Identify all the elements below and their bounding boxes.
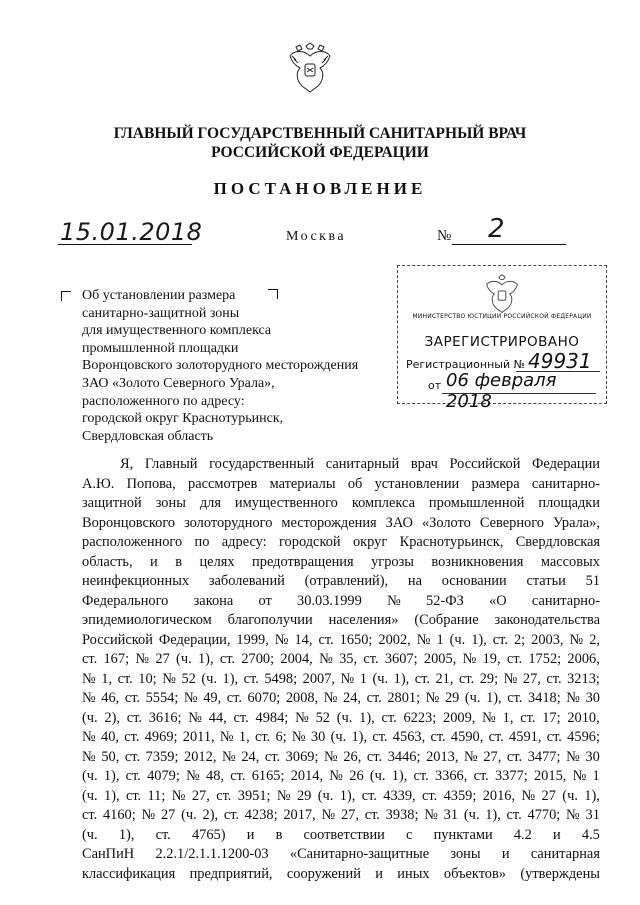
stamp-number-label: Регистрационный №: [406, 358, 526, 371]
body-line: эпидемиологическом благополучии населения» (Собрание законодательства: [82, 612, 600, 628]
document-date: 15.01.2018: [60, 218, 203, 246]
stamp-emblem-icon: [482, 274, 522, 314]
body-line: расположенного по адресу: городской округ Краснотурьинск, Свердловская: [82, 534, 600, 550]
body-line: № 50, ст. 7359; 2012, № 24, ст. 3069; № 26, ст. 3446; 2013, № 27, ст. 3477; № 30: [82, 748, 600, 765]
document-type: ПОСТАНОВЛЕНИЕ: [213, 179, 427, 198]
body-line: СанПиН 2.2.1/2.1.1.1200-03 «Санитарно-защитные зоны и санитарная: [82, 846, 600, 862]
stamp-date-underline: [442, 393, 596, 394]
coat-of-arms-emblem-icon: [286, 42, 334, 94]
title-line: Воронцовского золоторудного месторождения: [82, 358, 359, 374]
issuing-authority: [60, 124, 580, 162]
document-number: 2: [488, 214, 505, 244]
stamp-date-label: от: [428, 379, 442, 392]
date-underline: [58, 244, 192, 245]
stamp-ministry-name: МИНИСТЕРСТВО ЮСТИЦИИ РОССИЙСКОЙ ФЕДЕРАЦИИ: [412, 313, 592, 320]
body-line: Федерального закона от 30.03.1999 № 52-ФЗ «О санитарно-: [82, 592, 600, 609]
stamp-number-value: 49931: [528, 349, 592, 373]
body-text: [82, 455, 600, 884]
body-line: № 1, ст. 10; № 52 (ч. 1), ст. 5498; 2007, № 1 (ч. 1), ст. 21, ст. 29; № 27, ст. 3213;: [82, 670, 600, 687]
number-underline: [452, 244, 566, 245]
title-line: Об установлении размера: [82, 288, 236, 303]
authority-line-2: РОССИЙСКОЙ ФЕДЕРАЦИИ: [211, 144, 429, 161]
title-line: санитарно-защитной зоны: [82, 305, 240, 321]
title-line: расположенного по адресу:: [82, 393, 245, 409]
body-line: (ч. 1), ст. 4765) и в соответствии с пунктами 4.2 и 4.5: [82, 826, 600, 843]
body-line: (ч. 1), ст. 4079; № 48, ст. 6165; 2014, № 26 (ч. 1), ст. 3366, ст. 3377; 2015, № 1: [82, 768, 600, 784]
body-line: (ч. 2), ст. 3616; № 44, ст. 4984; № 52 (ч. 1), ст. 6223; 2009, № 1, ст. 17; 2010,: [82, 709, 600, 726]
document-title: [82, 287, 382, 445]
body-line: область, и в целях предотвращения угрозы возникновения массовых: [82, 553, 600, 570]
body-line: ст. 4160; № 27 (ч. 2), ст. 4238; 2017, № 27, ст. 3938; № 31 (ч. 1), ст. 4770; № 31: [82, 807, 600, 823]
title-line: для имущественного комплекса: [82, 323, 272, 339]
registration-stamp: [397, 265, 607, 412]
stamp-date-value: 06 февраля 2018: [446, 370, 557, 412]
body-line: № 46, ст. 5554; № 49, ст. 6070; 2008, № 24, ст. 2801; № 29 (ч. 1), ст. 3418; № 30: [82, 690, 600, 706]
authority-line-1: ГЛАВНЫЙ ГОСУДАРСТВЕННЫЙ САНИТАРНЫЙ ВРАЧ: [113, 125, 527, 142]
title-line: промышленной площадки: [82, 340, 239, 356]
body-line: Воронцовского золоторудного месторождения ЗАО «Золото Северного Урала»,: [82, 514, 600, 531]
document-city: Москва: [286, 229, 347, 244]
title-line: Свердловская область: [82, 428, 214, 444]
body-line: А.Ю. Попова, рассмотрев материалы об установлении размера санитарно-: [82, 475, 600, 492]
body-line: (ч. 1), ст. 11; № 27, ст. 3951; № 29 (ч. 1), ст. 4339, ст. 4359; 2016, № 27 (ч. 1),: [82, 787, 600, 804]
body-line: ст. 167; № 27 (ч. 1), ст. 2700; 2004, № 35, ст. 3607; 2005, № 19, ст. 1752; 2006,: [82, 651, 600, 667]
body-line: Я, Главный государственный санитарный врач Российской Федерации: [120, 456, 600, 472]
title-line: ЗАО «Золото Северного Урала»,: [82, 375, 275, 391]
title-line: городской округ Краснотурьинск,: [82, 411, 284, 427]
body-line: классификация предприятий, сооружений и иных объектов» (утверждены: [82, 865, 600, 882]
body-line: Российской Федерации, 1999, № 14, ст. 1650; 2002, № 1 (ч. 1), ст. 2; 2003, № 2,: [82, 631, 600, 648]
stamp-status: ЗАРЕГИСТРИРОВАНО: [424, 334, 580, 350]
title-bracket-left: [61, 291, 71, 301]
body-line: защитной зоны для имущественного комплекса промышленной площадки: [82, 495, 600, 511]
body-line: неинфекционных заболеваний (отравлений), на основании статьи 51: [82, 573, 600, 589]
body-line: № 40, ст. 4969; 2011, № 1, ст. 6; № 30 (ч. 1), ст. 4563, ст. 4590, ст. 4591, ст. 4596;: [82, 729, 600, 745]
number-sign: №: [437, 228, 452, 244]
